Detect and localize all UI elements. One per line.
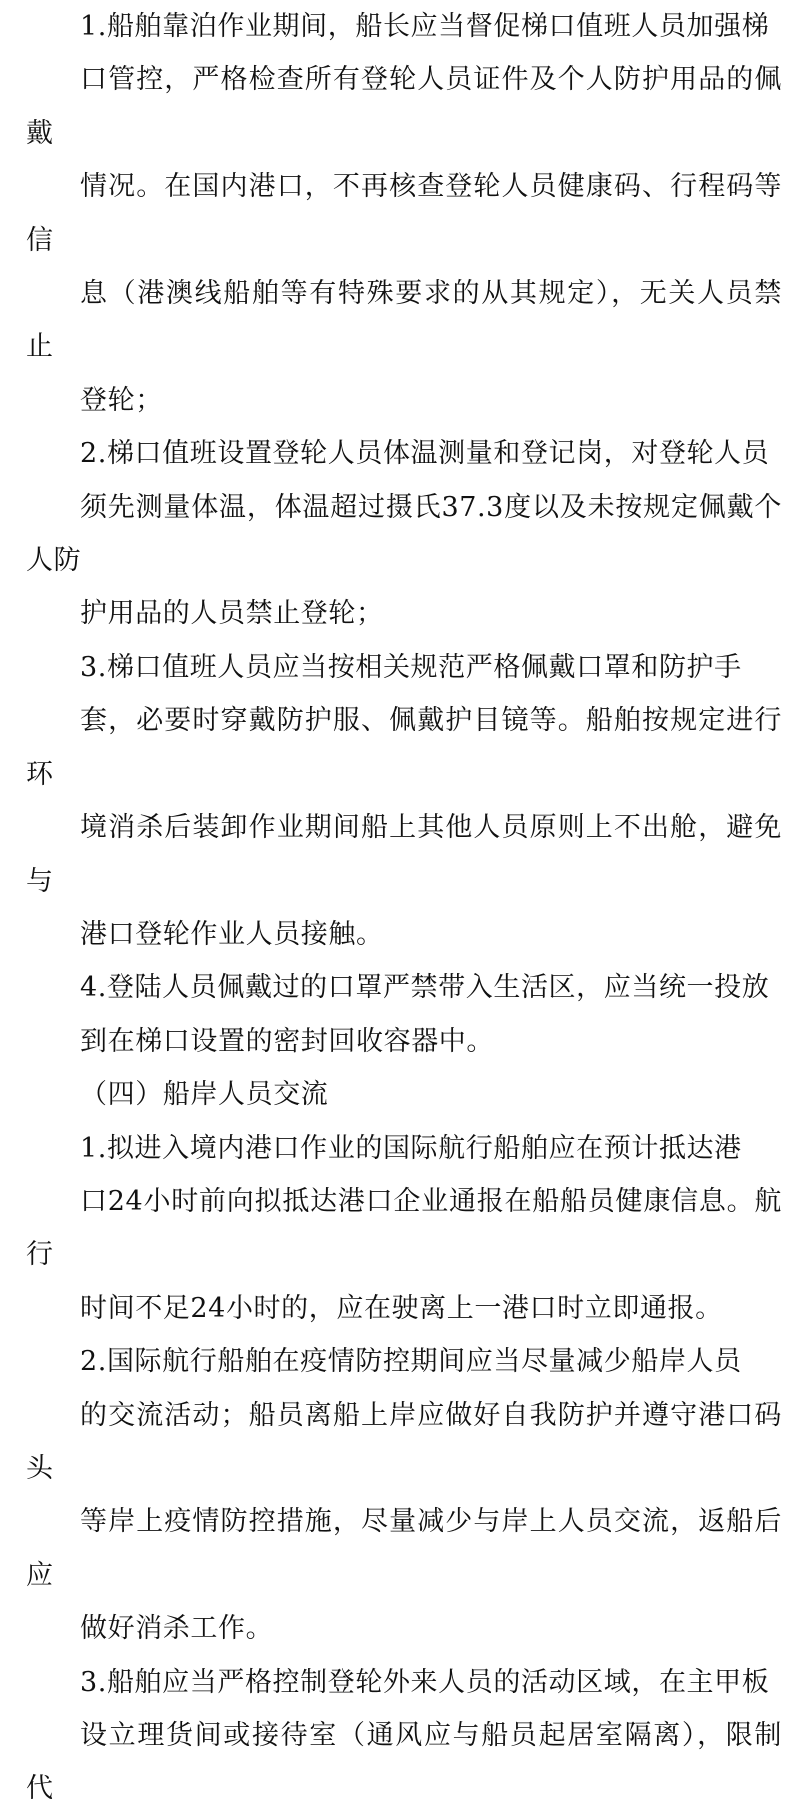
text-line: 3.梯口值班人员应当按相关规范严格佩戴口罩和防护手 — [80, 651, 742, 683]
paragraph-4 — [26, 961, 782, 1068]
text-line: 情况。在国内港口，不再核查登轮人员健康码、行程码等信 — [26, 171, 782, 256]
text-line: 登轮； — [80, 384, 163, 416]
text-line: 2.国际航行船舶在疫情防控期间应当尽量减少船岸人员 — [80, 1346, 742, 1378]
document-page — [26, 0, 782, 1816]
text-line: 息（港澳线船舶等有特殊要求的从其规定），无关人员禁止 — [26, 278, 782, 363]
text-line: 到在梯口设置的密封回收容器中。 — [80, 1025, 494, 1057]
section-heading: （四）船岸人员交流 — [80, 1079, 329, 1111]
text-line: 口24小时前向拟抵达港口企业通报在船船员健康信息。航行 — [26, 1185, 782, 1271]
text-line: 1.船舶靠泊作业期间，船长应当督促梯口值班人员加强梯 — [80, 11, 770, 42]
text-line: 港口登轮作业人员接触。 — [80, 918, 384, 950]
section-paragraph-2 — [26, 1335, 782, 1655]
paragraph-3 — [26, 641, 782, 961]
text-line: 须先测量体温，体温超过摄氏37.3度以及未按规定佩戴个人防 — [26, 491, 782, 577]
section-paragraph-1 — [26, 1122, 782, 1336]
text-line: 设立理货间或接待室（通风应与船员起居室隔离），限制代 — [26, 1720, 782, 1805]
text-line: 的交流活动；船员离船上岸应做好自我防护并遵守港口码头 — [26, 1399, 782, 1484]
paragraph-1 — [26, 0, 782, 427]
text-line: 境消杀后装卸作业期间船上其他人员原则上不出舱，避免与 — [26, 812, 782, 897]
section-paragraph-3 — [26, 1656, 782, 1816]
text-line: 做好消杀工作。 — [80, 1613, 274, 1645]
text-line: 1.拟进入境内港口作业的国际航行船舶应在预计抵达港 — [80, 1132, 742, 1164]
text-line: 3.船舶应当严格控制登轮外来人员的活动区域，在主甲板 — [80, 1666, 770, 1698]
text-line: 口管控，严格检查所有登轮人员证件及个人防护用品的佩戴 — [26, 64, 782, 149]
text-line: 4.登陆人员佩戴过的口罩严禁带入生活区，应当统一投放 — [80, 972, 770, 1004]
text-line: 等岸上疫情防控措施，尽量减少与岸上人员交流，返船后应 — [26, 1506, 782, 1591]
text-line: 护用品的人员禁止登轮； — [80, 598, 384, 630]
text-line: 套，必要时穿戴防护服、佩戴护目镜等。船舶按规定进行环 — [26, 705, 782, 790]
text-line: 2.梯口值班设置登轮人员体温测量和登记岗，对登轮人员 — [80, 438, 770, 470]
text-line: 时间不足24小时的，应在驶离上一港口时立即通报。 — [80, 1292, 723, 1324]
paragraph-2 — [26, 427, 782, 641]
